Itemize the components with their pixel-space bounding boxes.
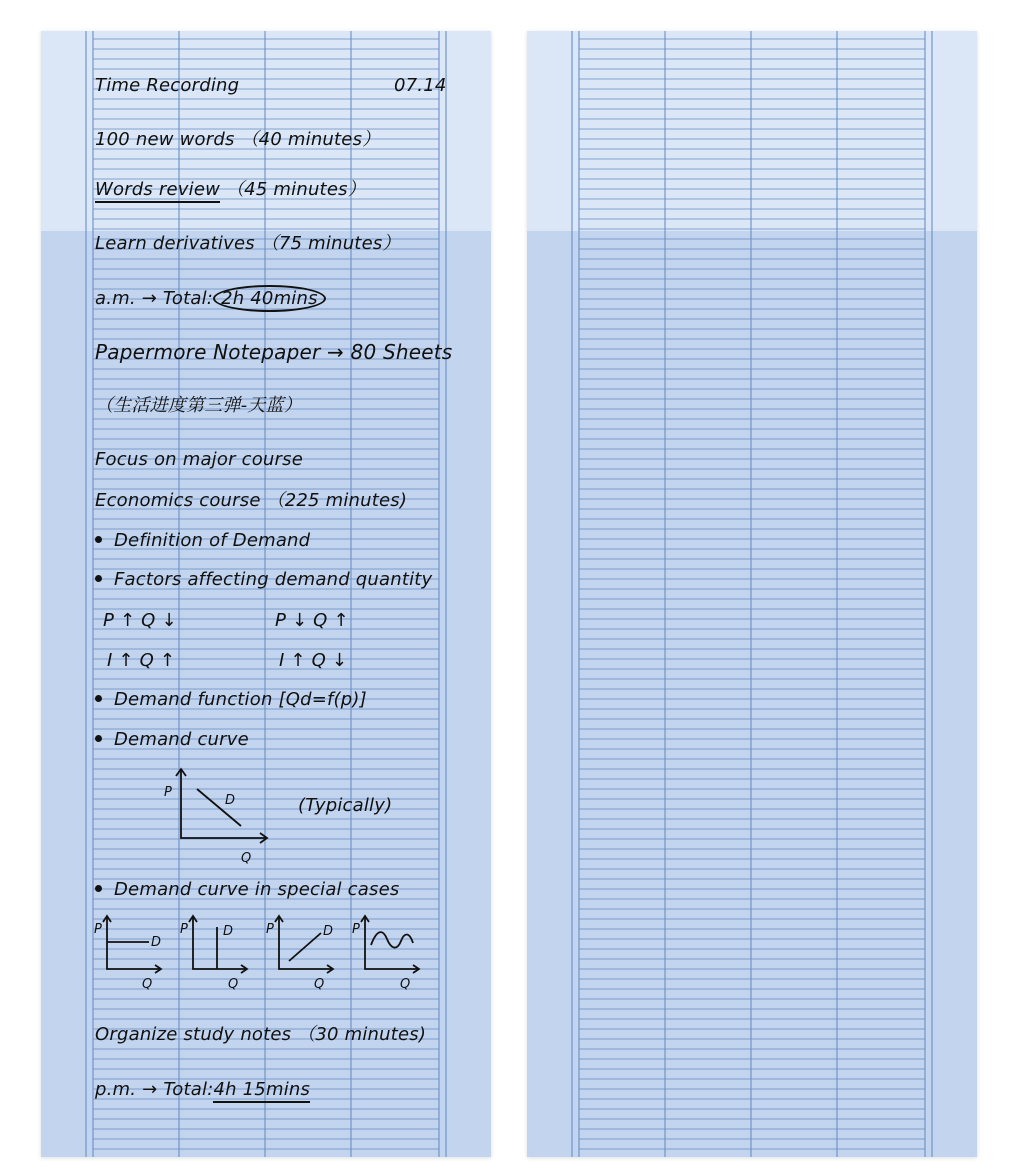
curve-label-d: D (323, 924, 334, 939)
axis-label-q: Q (314, 977, 325, 992)
relation-income-normal: I ↑ Q ↑ (107, 650, 176, 671)
axis-label-q: Q (400, 977, 411, 992)
curve-label-d: D (225, 793, 236, 808)
note-line-new-words: 100 new words （40 minutes） (95, 129, 381, 150)
bullet-definition-demand: Definition of Demand (95, 530, 310, 552)
note-am-total (95, 288, 326, 310)
bullet-factors-demand: Factors affecting demand quantity (95, 569, 432, 591)
special-case-wave-sketch (351, 913, 431, 991)
note-product: Papermore Notepaper → 80 Sheets (95, 340, 453, 364)
note-title: Time Recording (95, 75, 240, 96)
curve-label-d: D (223, 924, 234, 939)
special-case-vertical-sketch (179, 913, 259, 991)
circled-total: 2h 40mins (213, 285, 326, 312)
axis-label-q: Q (142, 977, 153, 992)
bullet-demand-function: Demand function [Qd=f(p)] (95, 689, 367, 711)
curve-label-d: D (151, 935, 162, 950)
axis-label-p: P (164, 785, 172, 800)
axis-label-q: Q (228, 977, 239, 992)
note-econ-course: Economics course （225 minutes) (95, 490, 408, 511)
relation-income-inferior: I ↑ Q ↓ (279, 650, 348, 671)
note-text: p.m. → Total: (95, 1079, 214, 1100)
note-focus: Focus on major course (95, 449, 303, 470)
note-line-words-review (95, 179, 366, 201)
special-case-horizontal-sketch (93, 913, 173, 991)
note-typically: (Typically) (298, 795, 393, 816)
axis-label-p: P (94, 922, 102, 937)
note-pm-total (95, 1079, 310, 1101)
axis-label-p: P (352, 922, 360, 937)
axis-label-p: P (266, 922, 274, 937)
note-organize: Organize study notes （30 minutes) (95, 1024, 427, 1045)
note-date: 07.14 (394, 75, 447, 96)
underlined-total: 4h 15mins (213, 1079, 310, 1103)
bullet-special-cases: Demand curve in special cases (95, 879, 399, 901)
relation-price-down: P ↓ Q ↑ (275, 610, 349, 631)
notepaper-right-sheet (527, 31, 977, 1157)
underlined-text: Words review (95, 179, 220, 203)
bullet-demand-curve: Demand curve (95, 729, 249, 751)
note-text: a.m. → Total: (95, 288, 214, 309)
note-subtitle-chinese: （生活进度第三弹-天蓝） (95, 395, 302, 416)
note-text: （45 minutes） (225, 179, 366, 200)
special-case-upward-sketch (265, 913, 345, 991)
axis-label-p: P (180, 922, 188, 937)
demand-curve-sketch (159, 766, 279, 866)
axis-label-q: Q (241, 851, 252, 866)
ruled-grid (527, 31, 977, 1157)
note-line-derivatives: Learn derivatives （75 minutes） (95, 233, 401, 254)
notepaper-left-sheet (41, 31, 491, 1157)
relation-price-up: P ↑ Q ↓ (103, 610, 177, 631)
